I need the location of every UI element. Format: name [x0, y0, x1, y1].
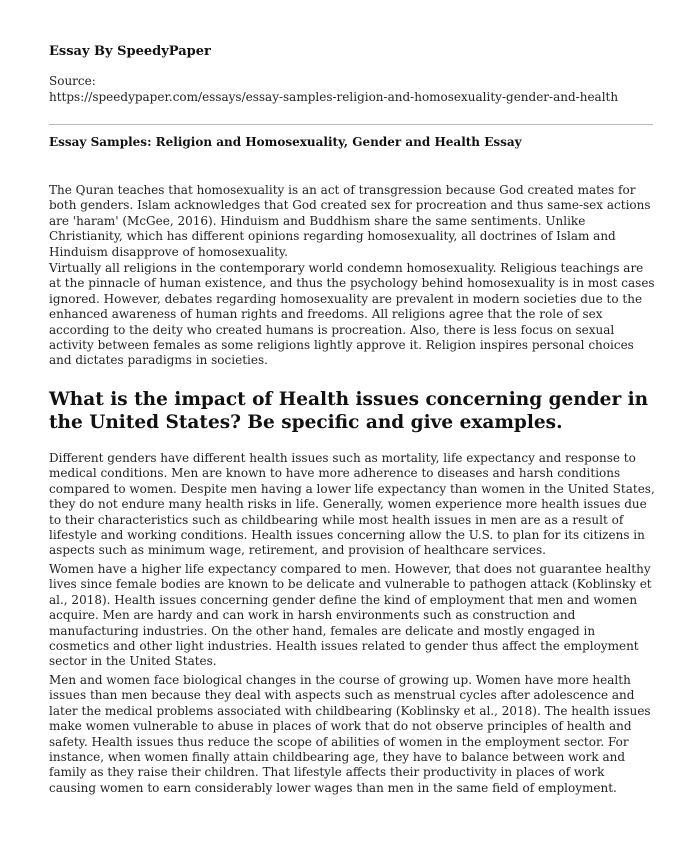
paragraph-1: The Quran teaches that homosexuality is an act of transgression because God created mates for both genders. Islam acknowledges that God created sex for procreation and thus same-sex actions are 'haram' (McGee, 2016). Hinduism and Buddhism share the same sentiments. Unlike Christianity, which has different opinions regarding homosexuality, all doctrines of Islam and Hinduism disapprove of homosexuality. [49, 183, 651, 259]
brand-title: Essay By SpeedyPaper [49, 44, 211, 59]
section-paragraph-2: Women have a higher life expectancy compared to men. However, that does not guarantee healthy lives since female bodies are known to be delicate and vulnerable to pathogen attack (Koblinsky et al., 2018). Health issues concerning gender define the kind of employment that men and women acquire. Men are hardy and can work in harsh environments such as construction and manufacturing industries. On the other hand, females are delicate and mostly engaged in cosmetics and other light industries. Health issues related to gender thus affect the employment sector in the United States. [49, 562, 652, 669]
paragraph-2: Virtually all religions in the contemporary world condemn homosexuality. Religious teachings are at the pinnacle of human existence, and thus the psychology behind homosexuality is in most cases ignored. However, debates regarding homosexuality are prevalent in modern societies due to the enhanced awareness of human rights and freedoms. All religions agree that the role of sex according to the deity who created humans is procreation. Also, there is less focus on sexual activity between females as some religions lightly approve it. Religion inspires personal choices and dictates paradigms in societies. [49, 261, 655, 368]
section-paragraph-1: Different genders have different health issues such as mortality, life expectancy and response to medical conditions. Men are known to have more adherence to diseases and harsh conditions compared to women. Despite men having a lower life expectancy than women in the United States, they do not endure many health risks in life. Generally, women experience more health issues due to their characteristics such as childbearing while most health issues in men are as a result of lifestyle and working conditions. Health issues concerning allow the U.S. to plan for its citizens in aspects such as minimum wage, retirement, and provision of healthcare services. [49, 451, 655, 558]
source-label: Source: [49, 74, 96, 88]
divider-rule [49, 124, 653, 125]
source-url[interactable]: https://speedypaper.com/essays/essay-samples-religion-and-homosexuality-gender-and-health [49, 90, 619, 104]
section-paragraph-3: Men and women face biological changes in the course of growing up. Women have more health issues than men because they deal with aspects such as menstrual cycles after adolescence and later the medical problems associated with childbearing (Koblinsky et al., 2018). The health issues make women vulnerable to abuse in places of work that do not observe principles of health and safety. Health issues thus reduce the scope of abilities of women in the employment sector. For instance, when women finally attain childbearing age, they have to balance between work and family as they raise their children. That lifestyle affects their productivity in places of work causing women to earn considerably lower wages than men in the same field of employment. [49, 673, 651, 795]
essay-title: Essay Samples: Religion and Homosexuality, Gender and Health Essay [49, 135, 522, 149]
section-heading: What is the impact of Health issues concerning gender in the United States? Be specific and give examples. [49, 389, 649, 433]
